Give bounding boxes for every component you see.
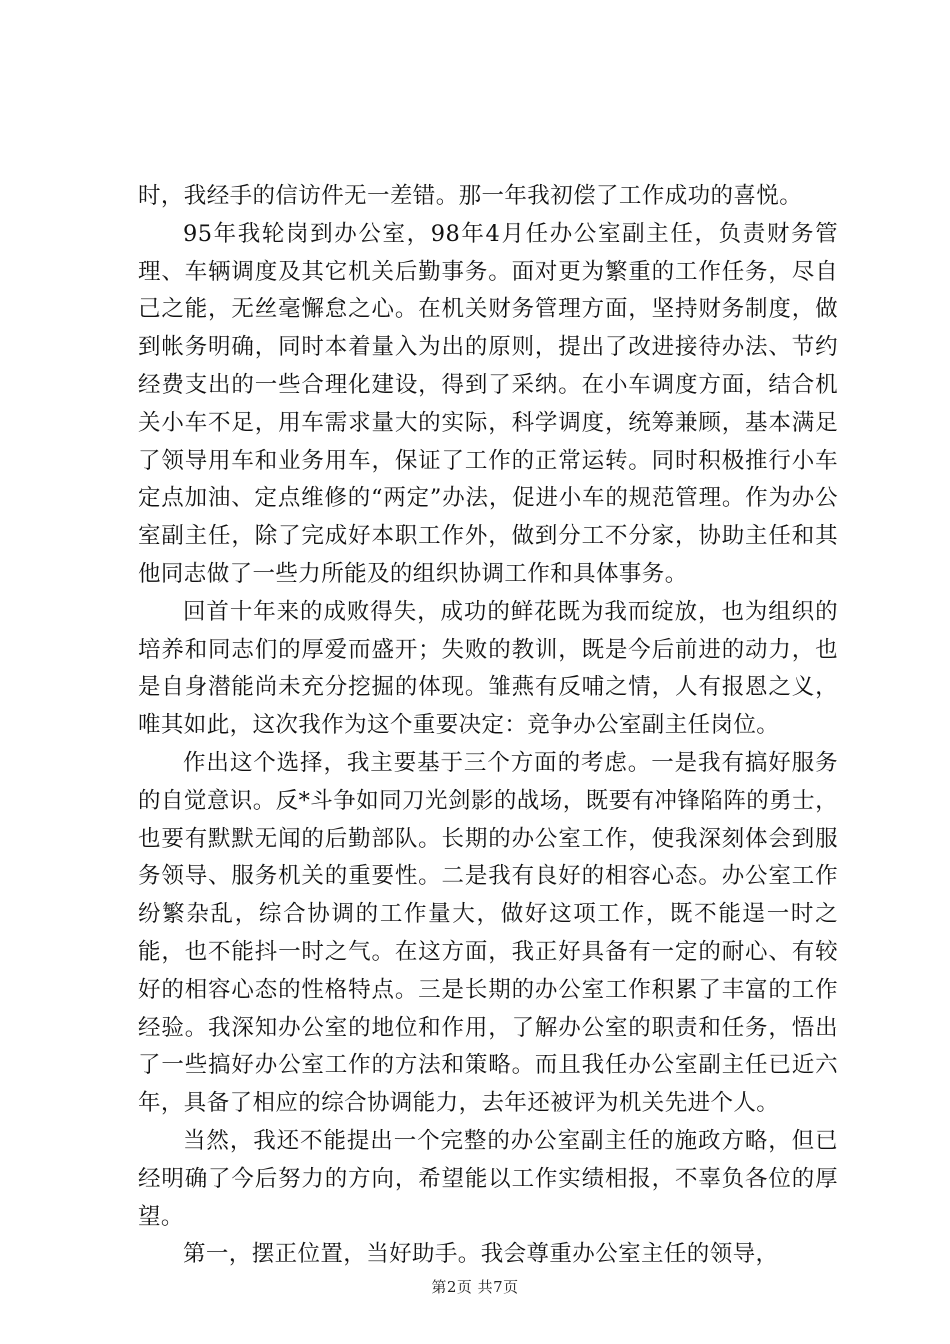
paragraph-3: 回首十年来的成败得失，成功的鲜花既为我而绽放，也为组织的培养和同志们的厚爱而盛开；失败的教训，既是今后前进的动力，也是自身潜能尚未充分挖掘的体现。雏燕有反哺之情，人有报恩之义，唯其如此，这次我作为这个重要决定：竞争办公室副主任岗位。 [138,598,838,739]
paragraph-5: 当然，我还不能提出一个完整的办公室副主任的施政方略，但已经明确了今后努力的方向，希望能以工作实绩相报，不辜负各位的厚望。 [138,1127,838,1230]
page-number-footer: 第2页 共7页 [431,1278,519,1296]
paragraph-6: 第一，摆正位置，当好助手。我会尊重办公室主任的领导， [183,1241,779,1268]
paragraph-1: 时，我经手的信访件无一差错。那一年我初偿了工作成功的喜悦。 [138,183,803,209]
document-body [138,178,838,1274]
paragraph-4: 作出这个选择，我主要基于三个方面的考虑。一是我有搞好服务的自觉意识。反*斗争如同刀光剑影的战场，既要有冲锋陷阵的勇士，也要有默默无闻的后勤部队。长期的办公室工作，使我深刻体会到服务领导、服务机关的重要性。二是我有良好的相容心态。办公室工作纷繁杂乱，综合协调的工作量大，做好这项工作，既不能逞一时之能，也不能抖一时之气。在这方面，我正好具备有一定的耐心、有较好的相容心态的性格特点。三是长期的办公室工作积累了丰富的工作经验。我深知办公室的地位和作用，了解办公室的职责和任务，悟出了一些搞好办公室工作的方法和策略。而且我任办公室副主任已近六年，具备了相应的综合协调能力，去年还被评为机关先进个人。 [138,749,838,1117]
paragraph-2: 95年我轮岗到办公室，98年4月任办公室副主任，负责财务管理、车辆调度及其它机关后勤事务。面对更为繁重的工作任务，尽自己之能，无丝毫懈怠之心。在机关财务管理方面，坚持财务制度，做到帐务明确，同时本着量入为出的原则，提出了改进接待办法、节约经费支出的一些合理化建设，得到了采纳。在小车调度方面，结合机关小车不足，用车需求量大的实际，科学调度，统筹兼顾，基本满足了领导用车和业务用车，保证了工作的正常运转。同时积极推行小车定点加油、定点维修的“两定”办法，促进小车的规范管理。作为办公室副主任，除了完成好本职工作外，做到分工不分家，协助主任和其他同志做了一些力所能及的组织协调工作和具体事务。 [138,220,838,587]
